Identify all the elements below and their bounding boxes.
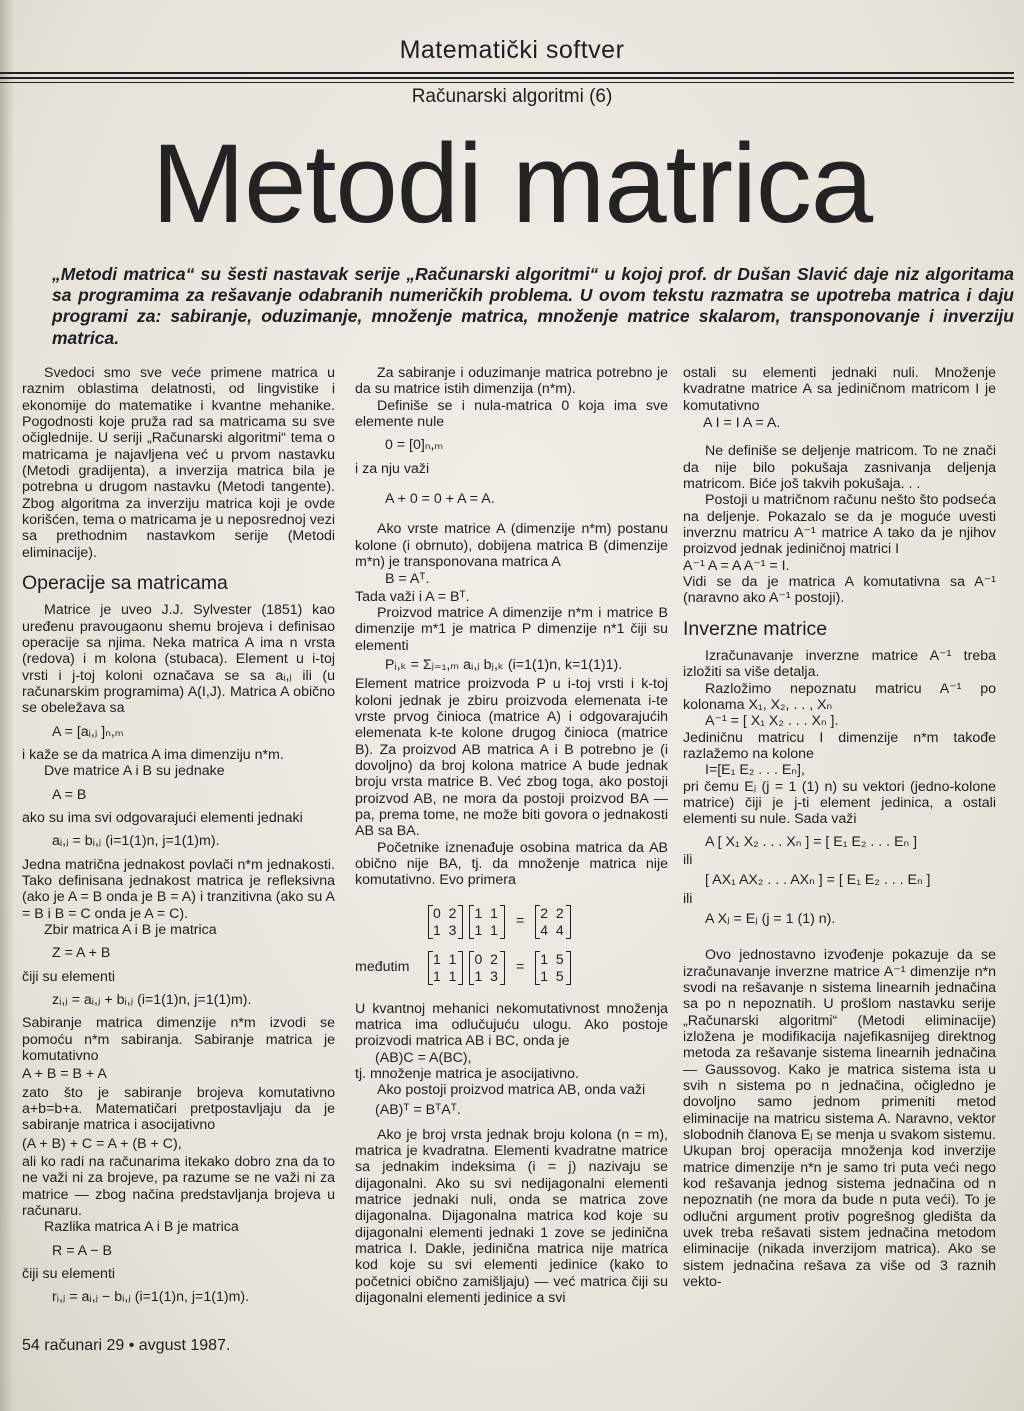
paragraph: tj. množenje matrica je asocijativno.	[355, 1065, 579, 1082]
formula: zᵢ,ⱼ = aᵢ,ⱼ + bᵢ,ⱼ (i=1(1)n, j=1(1)m).	[52, 991, 252, 1008]
paragraph: Jediničnu matricu I dimenzije n*m takođe razlažemo na kolone	[683, 729, 996, 762]
paragraph: čiji su elementi	[22, 1265, 116, 1282]
article-title: Metodi matrica	[151, 121, 873, 246]
formula: A [ X₁ X₂ . . . Xₙ ] = [ E₁ E₂ . . . Eₙ ]	[705, 833, 918, 850]
paragraph: Zbir matrica A i B je matrica	[44, 921, 217, 938]
section-heading: Inverzne matrice	[683, 617, 828, 640]
paragraph: Sabiranje matrica dimenzije n*m izvodi se pomoću n*m sabiranja. Sabiranje matrica je komutativno	[22, 1015, 335, 1064]
formula: A⁻¹ = [ X₁ X₂ . . . Xₙ ].	[705, 713, 839, 730]
formula: A + 0 = 0 + A = A.	[385, 490, 495, 507]
text-column-2	[355, 365, 668, 1306]
formula: A = B	[52, 786, 87, 803]
lead-paragraph: „Metodi matrica“ su šesti nastavak serije „Računarski algoritmi“ u kojoj prof. dr Dušan Slavić daje niz algoritama sa programima za rešavanje odabranih numeričkih problema. U ovom tekstu razmatra se upotreba matrica i daju programi za: sabiranje, oduzimanje, množenje matrica, množenje matrice skalarom, transponovanje i inverziju matrica.	[52, 264, 1014, 348]
series-subtitle: Računarski algoritmi (6)	[411, 86, 613, 107]
header-rule	[0, 82, 1014, 83]
paragraph: zato što je sabiranje brojeva komutativno a+b=b+a. Matematičari pretpostavljaju da je sabiranje matrica i asocijativno	[22, 1084, 335, 1134]
paragraph: Ako vrste matrice A (dimenzije n*m) postanu kolone (i obrnuto), dobijena matrica B (dimenzije m*n) je transponovana matrica A	[355, 521, 668, 570]
matrix-row: 0 2 1 3 1 1 1 1 = 2 2 4 4	[355, 899, 668, 945]
header-rule	[0, 77, 1014, 79]
paragraph: Ako je broj vrsta jednak broju kolona (n = m), matrica je kvadratna. Elementi kvadratne matrice sa jednakim indeksima (i = j) nazivaju se dijagonalni. Ako su svi nedijagonalni elementi matrice jednaki nuli, onda se matrica zove dijagonalna. Dijagonalna matrica kod koje su dijagonalni elementi jednaki 1 zove se jedinična matrica I. Dakle, jedinična matrica nije matrica kod koje su svi elementi jedinice (kako to početnici obično zamišljaju) — već matrica čiji su dijagonalni elementi jedinice a svi	[355, 1126, 668, 1307]
header-rule	[0, 72, 1014, 74]
paragraph: ali ko radi na računarima itekako dobro zna da to ne važi ni za brojeve, pa razume se ne važi ni za matrice — zbog načina predstavljanja brojeva u računaru.	[22, 1153, 335, 1219]
formula: (A + B) + C = A + (B + C),	[22, 1135, 182, 1152]
text-column-1	[22, 365, 335, 1313]
formula: B = Aᵀ.	[385, 571, 430, 588]
section-title: Matematički softver	[399, 36, 625, 64]
formula: A = [aᵢ,ⱼ ]ₙ,ₘ	[52, 723, 124, 740]
paragraph: Tada važi i A = Bᵀ.	[355, 588, 470, 605]
label: međutim	[355, 959, 410, 976]
paragraph: ostali su elementi jednaki nuli. Množenje kvadratne matrice A sa jediničnom matricom I je komutativno	[683, 365, 996, 414]
matrix: 0 2 1 3	[469, 951, 504, 985]
paragraph: pri čemu Eⱼ (j = 1 (1) n) su vektori (jedno-kolone matrice) čiji je j-ti element jedinica, a ostali elementi su nule. Sada važi	[683, 778, 996, 828]
connector: ili	[683, 890, 693, 907]
formula: A + B = B + A	[22, 1066, 107, 1083]
paragraph: Vidi se da je matrica A komutativna sa A⁻¹ (naravno ako A⁻¹ postoji).	[683, 573, 996, 607]
paragraph: Matrice je uveo J.J. Sylvester (1851) kao uređenu pravougaonu shemu brojeva i definisao operacije sa njima. Neka matrica A ima n vrsta (redova) i m kolona (stubaca). Element u i-toj vrsti i j-toj koloni označava se sa aᵢ,ⱼ ili (u računarskim programima) A(I,J). Matrica A obično se obeležava sa	[22, 602, 335, 717]
paragraph: Jedna matrična jednakost povlači n*m jednakosti. Tako definisana jednakost matrica je refleksivna (ako je A = B onda je B = A) i tranzitivna (ako su A = B i B = C onda je A = C).	[22, 856, 335, 922]
paragraph: i kaže se da matrica A ima dimenziju n*m.	[22, 747, 284, 763]
formula: A⁻¹ A = A A⁻¹ = I.	[683, 557, 790, 574]
section-heading: Operacije sa matricama	[22, 571, 228, 594]
matrix: 1 1 1 1	[428, 951, 463, 985]
formula: (AB)C = A(BC),	[375, 1049, 472, 1066]
paragraph: U kvantnoj mehanici nekomutativnost množenja matrica ima odlučujuću ulogu. Ako postoje proizvodi matrica AB i BC, onda je	[355, 1000, 668, 1050]
paragraph: Svedoci smo sve veće primene matrica u raznim oblastima delatnosti, od lingvistike i ekonomije do matematike i kvantne mehanike. Pogodnosti koje pruža rad sa matricama su sve očiglednije. U seriji „Računarski algoritmi“ tema o matricama je najavljena već u prvom nastavku (Metodi gradijenta), a inverzija matrica bila je potrebna u drugom nastavku (Metodi tangente). Zbog algoritma za inverziju matrica koji je ovde korišćen, tema o matricama je u neposrednoj vezi sa prethodnim nastavkom serije (Metodi eliminacije).	[22, 365, 335, 561]
formula: 0 = [0]ₙ,ₘ	[385, 437, 444, 454]
formula: (AB)ᵀ = BᵀAᵀ.	[375, 1102, 461, 1119]
paragraph: Ako postoji proizvod matrica AB, onda važi	[377, 1082, 646, 1099]
page-footer: 54 računari 29 • avgust 1987.	[22, 1337, 231, 1354]
paragraph: Izračunavanje inverzne matrice A⁻¹ treba izložiti sa više detalja.	[683, 648, 996, 681]
formula: Pᵢ,ₖ = Σⱼ₌₁,ₘ aᵢ,ⱼ bⱼ,ₖ (i=1(1)n, k=1(1)1).	[385, 656, 623, 673]
paragraph: Razlika matrica A i B je matrica	[44, 1219, 239, 1236]
matrix: 1 1 1 1	[469, 905, 504, 939]
connector: ili	[683, 851, 693, 868]
paragraph: Postoji u matričnom računu nešto što podseća na deljenje. Pokazalo se da je moguće uvesti inverznu matricu A⁻¹ matrice A tako da je njihov proizvod jednak jediničnoj matrici I	[683, 492, 996, 558]
paragraph: Razložimo nepoznatu matricu A⁻¹ po kolonama X₁, X₂, . . , Xₙ	[683, 680, 996, 714]
formula: A I = I A = A.	[703, 414, 781, 431]
text-column-3	[683, 365, 996, 1290]
formula: R = A − B	[52, 1242, 112, 1259]
paragraph: čiji su elementi	[22, 968, 116, 985]
matrix-example	[355, 899, 668, 991]
matrix: 0 2 1 3	[428, 905, 463, 939]
paragraph: Ne definiše se deljenje matricom. To ne znači da nije bilo pokušaja zasnivanja deljenja matricom. Biće još takvih pokušaja. . .	[683, 443, 996, 492]
matrix: 1 5 1 5	[535, 951, 570, 985]
matrix-row: međutim 1 1 1 1 0 2 1 3 = 1 5 1 5	[355, 945, 668, 991]
formula: rᵢ,ⱼ = aᵢ,ⱼ − bᵢ,ⱼ (i=1(1)n, j=1(1)m).	[52, 1289, 250, 1306]
formula: aᵢ,ⱼ = bᵢ,ⱼ (i=1(1)n, j=1(1)m).	[52, 833, 220, 850]
paragraph: Početnike iznenađuje osobina matrica da AB obično nije BA, tj. da množenje matrica nije komutativno. Evo primera	[355, 839, 668, 889]
paragraph: Proizvod matrice A dimenzije n*m i matrice B dimenzije m*1 je matrica P dimenzije n*1 čiji su elementi	[355, 604, 668, 654]
paragraph: Dve matrice A i B su jednake	[44, 763, 225, 780]
formula: [ AX₁ AX₂ . . . AXₙ ] = [ E₁ E₂ . . . Eₙ ]	[705, 872, 931, 889]
paragraph: i za nju važi	[355, 460, 430, 477]
formula: Z = A + B	[52, 945, 111, 962]
paragraph: Za sabiranje i oduzimanje matrica potrebno je da su matrice istih dimenzija (n*m).	[355, 365, 668, 398]
matrix: 2 2 4 4	[535, 905, 570, 939]
formula: I=[E₁ E₂ . . . Eₙ],	[705, 762, 805, 779]
formula: A Xⱼ = Eⱼ (j = 1 (1) n).	[705, 910, 836, 927]
paragraph: Element matrice proizvoda P u i-toj vrsti i k-toj koloni jednak je zbiru proizvoda elemenata i-te vrste prvog činioca (matrice A) i odgovarajućih elemenata k-te kolone drugog činioca (matrice B). Za proizvod AB matrica A i B potrebno je (i dovoljno) da broj kolona matrice A bude jednak broju vrsta matrice B. Već zbog toga, ako postoji proizvod AB, ne mora da postoji proizvod BA — pa, prema tome, ne može biti govora o jednakosti AB sa BA.	[355, 676, 668, 840]
paragraph: Ovo jednostavno izvođenje pokazuje da se izračunavanje inverzne matrice A⁻¹ dimenzije n*n svodi na rešavanje n sistema linearnih jednačina sa po n nepoznatih. U prošlom nastavku serije „Računarski algoritmi“ (Metodi eliminacije) izložena je modifikacija najefikasnijeg direktnog metoda za rešavanje sistema linearnih jednačina — Gaussovog. Kako je matrica sistema ista u svih n sistema po n jednačina, očigledno je dovoljno samo jednom primeniti metod eliminacije na matricu sistema A. Naravno, vektor slobodnih članova Eⱼ se menja u svakom sistemu. Ukupan broj operacija množenja kod inverzije matrice dimenzije n*n je samo tri puta veći nego kod rešavanja jednog sistema jednačina od n nepoznatih (ne mora da bude n puta veći). To je odlučni argument protiv pogrešnog gledišta da uvek treba rešavati sistem jednačina metodom eliminacije (nikada inverzijom matrica). Ako se sistem jednačina rešava za više od 3 raznih vekto-	[683, 947, 996, 1290]
paragraph: Definiše se i nula-matrica 0 koja ima sve elemente nule	[355, 397, 668, 430]
paragraph: ako su ima svi odgovarajući elementi jednaki	[22, 809, 303, 826]
